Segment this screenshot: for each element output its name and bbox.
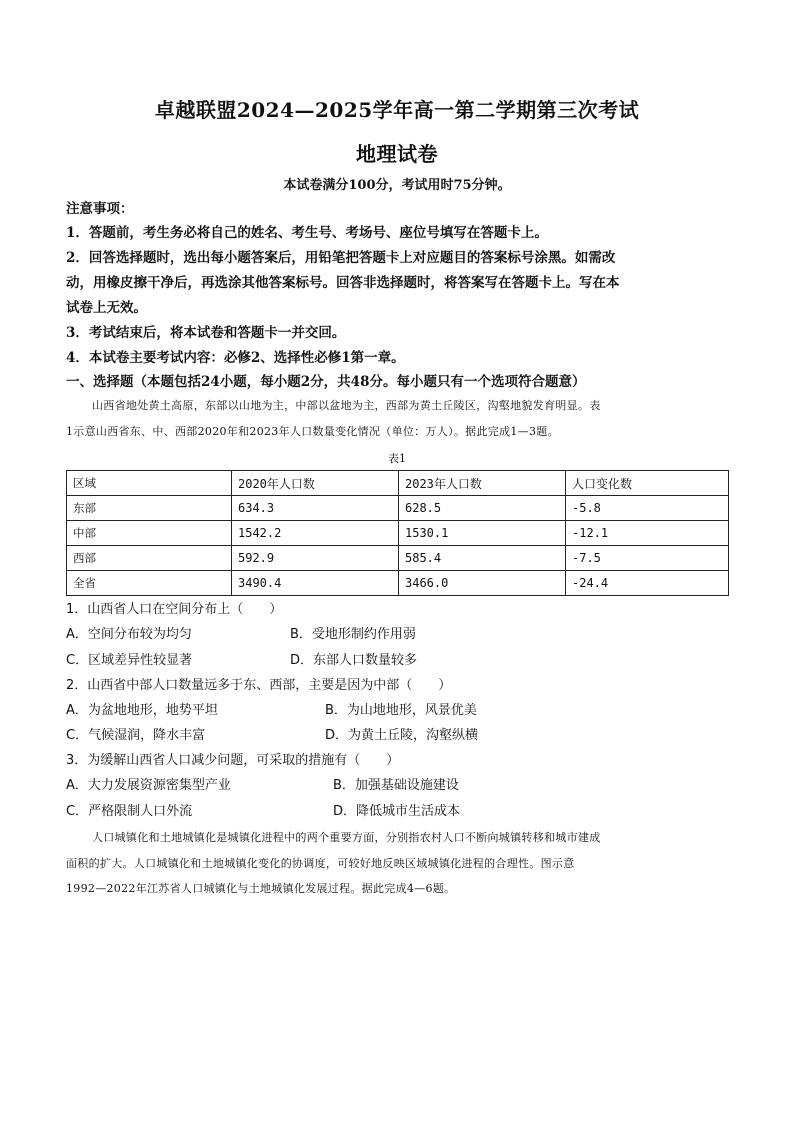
question-2-option-d: D．为黄土丘陵，沟壑纵横 [325, 728, 479, 743]
table-cell: 628.5 [399, 496, 566, 521]
table-cell: 585.4 [399, 546, 566, 571]
table-cell: 东部 [67, 496, 232, 521]
table-cell: -5.8 [566, 496, 729, 521]
table-cell: 3490.4 [232, 571, 399, 596]
exam-info: 本试卷满分100分，考试用时75分钟。 [283, 178, 511, 193]
question-2-option-b: B．为山地地形，风景优美 [325, 703, 477, 718]
table-row [67, 496, 729, 521]
table-header-cell: 区域 [67, 471, 232, 496]
question-3-stem: 3．为缓解山西省人口减少问题，可采取的措施有（ ） [66, 753, 400, 768]
note-3: 3．考试结束后，将本试卷和答题卡一并交回。 [66, 325, 346, 341]
table-header-cell: 人口变化数 [566, 471, 729, 496]
notes-heading: 注意事项： [66, 201, 134, 217]
table-cell: 1530.1 [399, 521, 566, 546]
question-1-option-c: C．区域差异性较显著 [66, 653, 193, 668]
table-1-caption: 表1 [388, 452, 406, 465]
question-1-option-d: D．东部人口数量较多 [290, 653, 418, 668]
note-4: 4．本试卷主要考试内容：必修2、选择性必修1第一章。 [66, 350, 405, 366]
note-1: 1．答题前，考生务必将自己的姓名、考生号、考场号、座位号填写在答题卡上。 [66, 225, 548, 241]
note-2-line-3: 试卷上无效。 [66, 300, 147, 316]
table-row [67, 521, 729, 546]
population-table [66, 470, 729, 596]
table-cell: 3466.0 [399, 571, 566, 596]
question-3-option-a: A．大力发展资源密集型产业 [66, 778, 231, 793]
table-cell: 西部 [67, 546, 232, 571]
table-header-cell: 2020年人口数 [232, 471, 399, 496]
passage-1-line-1: 山西省地处黄土高原，东部以山地为主，中部以盆地为主，西部为黄土丘陵区，沟壑地貌发育明显。表 [92, 399, 601, 412]
section-1-heading: 一、选择题（本题包括24小题，每小题2分，共48分。每小题只有一个选项符合题意） [66, 374, 586, 390]
exam-title: 卓越联盟2024—2025学年高一第二学期第三次考试 [154, 98, 640, 122]
note-2-line-2: 动，用橡皮擦干净后，再选涂其他答案标号。回答非选择题时，将答案写在答题卡上。写在本 [66, 275, 620, 291]
question-1-option-b: B．受地形制约作用弱 [290, 627, 416, 642]
table-header-row [67, 471, 729, 496]
passage-2-line-1: 人口城镇化和土地城镇化是城镇化进程中的两个重要方面，分别指农村人口不断向城镇转移和城市建成 [92, 831, 601, 844]
table-row [67, 571, 729, 596]
table-cell: 634.3 [232, 496, 399, 521]
passage-2-line-2: 面积的扩大。人口城镇化和土地城镇化变化的协调度，可较好地反映区域城镇化进程的合理性。图示意 [66, 857, 575, 870]
table-header-cell: 2023年人口数 [399, 471, 566, 496]
note-2-line-1: 2．回答选择题时，选出每小题答案后，用铅笔把答题卡上对应题目的答案标号涂黑。如需改 [66, 250, 616, 266]
question-3-option-d: D．降低城市生活成本 [333, 804, 461, 819]
table-cell: 1542.2 [232, 521, 399, 546]
question-1-option-a: A．空间分布较为均匀 [66, 627, 192, 642]
subject-title: 地理试卷 [356, 142, 438, 166]
table-cell: 592.9 [232, 546, 399, 571]
table-cell: -24.4 [566, 571, 729, 596]
passage-1-line-2: 1示意山西省东、中、西部2020年和2023年人口数量变化情况（单位：万人）。据此完成1—3题。 [66, 425, 559, 438]
question-1-stem: 1．山西省人口在空间分布上（ ） [66, 602, 283, 617]
table-cell: 中部 [67, 521, 232, 546]
table-cell: -7.5 [566, 546, 729, 571]
table-cell: 全省 [67, 571, 232, 596]
table-row [67, 546, 729, 571]
question-3-option-b: B．加强基础设施建设 [333, 778, 459, 793]
question-3-option-c: C．严格限制人口外流 [66, 804, 193, 819]
question-2-stem: 2．山西省中部人口数量远多于东、西部，主要是因为中部（ ） [66, 678, 452, 693]
passage-2-line-3: 1992—2022年江苏省人口城镇化与土地城镇化发展过程。据此完成4—6题。 [66, 882, 456, 895]
question-2-option-c: C．气候湿润，降水丰富 [66, 728, 206, 743]
question-2-option-a: A．为盆地地形，地势平坦 [66, 703, 218, 718]
table-cell: -12.1 [566, 521, 729, 546]
